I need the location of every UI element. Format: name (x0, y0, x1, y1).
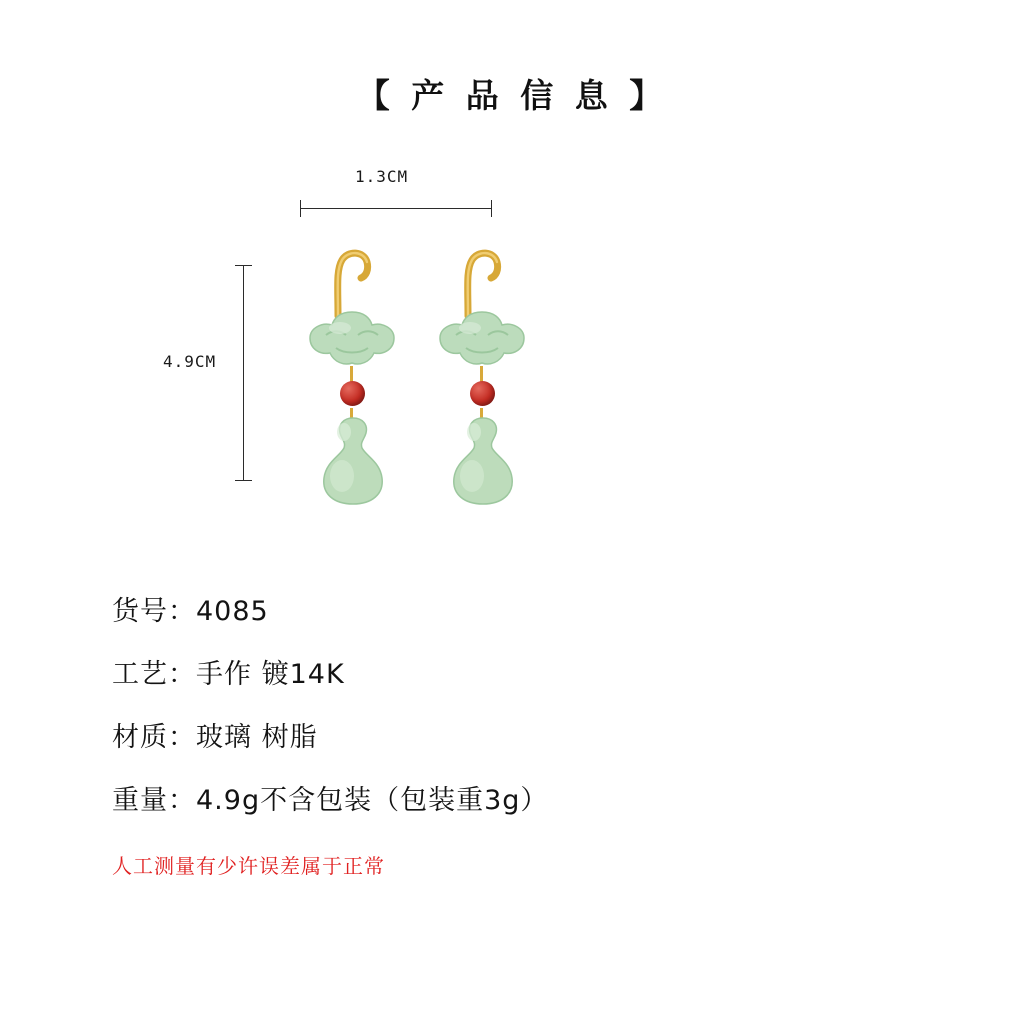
info-item-weight: 重量：4.9g不含包装（包装重3g） (112, 785, 549, 816)
jade-cloud-charm (306, 308, 398, 370)
height-dimension-label: 4.9CM (163, 352, 217, 371)
product-image (280, 240, 540, 510)
height-dimension-cap-bottom (235, 480, 252, 481)
product-info-list (112, 598, 932, 879)
info-item-craft: 工艺：手作 镀14K (112, 659, 345, 690)
measurement-note: 人工测量有少许误差属于正常 (112, 854, 385, 878)
jade-cloud-charm (436, 308, 528, 370)
height-dimension-line (243, 265, 244, 480)
earring-left (302, 240, 402, 510)
earring-right (432, 240, 532, 510)
info-item-material: 材质：玻璃 树脂 (112, 722, 318, 753)
jade-gourd-charm (444, 416, 522, 506)
width-dimension-cap-right (491, 200, 492, 217)
width-dimension-cap-left (300, 200, 301, 217)
width-dimension-label: 1.3CM (355, 167, 409, 186)
page-title: 【 产 品 信 息 】 (356, 76, 668, 115)
width-dimension-line (300, 208, 492, 209)
info-item-code: 货号：4085 (112, 596, 269, 627)
jade-gourd-charm (314, 416, 392, 506)
red-bead (340, 381, 365, 406)
height-dimension-cap-top (235, 265, 252, 266)
red-bead (470, 381, 495, 406)
